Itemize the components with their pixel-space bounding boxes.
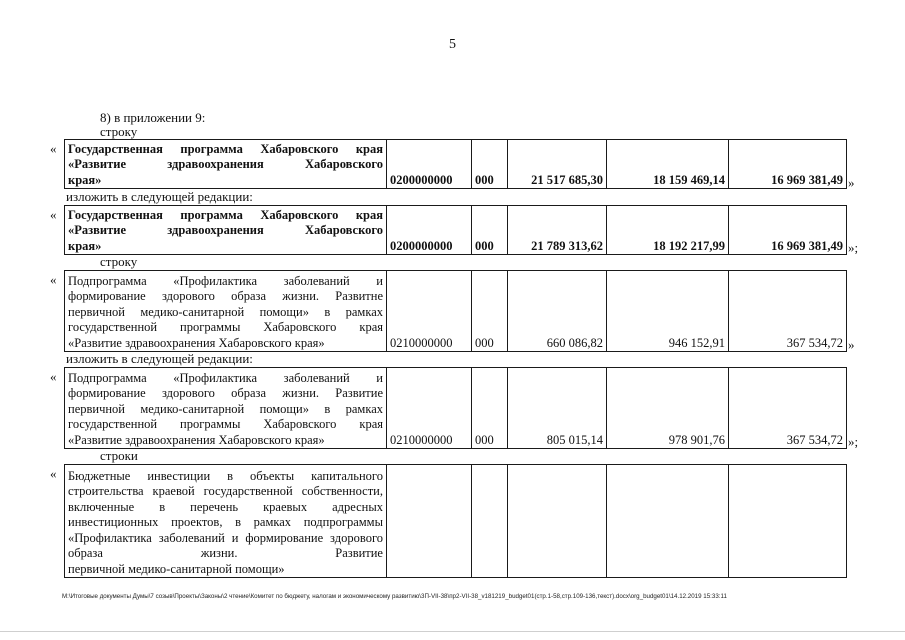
row-code: 0200000000 [387,140,472,189]
file-path-footer: M:\Итоговые документы Думы\7 созыв\Проекты\Законы\2 чтение\Комитет по бюджету, налогам и экономическому развитию\3П-VII-38\пр2-VII-38_v181219_budget01(стр.1-58,стр.109-136,текст).docx\org_budget01\14.12.2019 15:33:11 [62,593,727,600]
row-value-3 [729,465,847,578]
label-stroki: строки [100,448,138,463]
row-value-3: 16 969 381,49 [729,206,847,255]
row-value-3: 367 534,72 [729,271,847,352]
budget-row-1 [64,139,847,189]
row-value-1: 21 517 685,30 [508,140,607,189]
page-number: 5 [449,37,456,52]
row-vr: 000 [472,368,508,449]
row-name: Государственная программа Хабаровского края «Развитие здравоохранения Хабаровского края» [65,140,387,189]
row-value-1: 21 789 313,62 [508,206,607,255]
page-edge-line [0,631,905,632]
row-value-2 [607,465,729,578]
budget-row-3 [64,270,847,352]
row-value-2: 978 901,76 [607,368,729,449]
row-value-1: 805 015,14 [508,368,607,449]
close-quote-end: »; [848,434,859,449]
label-replace: изложить в следующей редакции: [66,351,253,366]
open-quote: « [50,207,57,222]
section-heading: 8) в приложении 9: [100,110,206,125]
label-replace: изложить в следующей редакции: [66,189,253,204]
budget-row-4 [64,367,847,449]
budget-row-5 [64,464,847,578]
row-value-2: 18 159 469,14 [607,140,729,189]
row-name: Государственная программа Хабаровского края «Развитие здравоохранения Хабаровского края» [65,206,387,255]
close-quote: » [848,337,855,352]
row-value-1 [508,465,607,578]
row-vr [472,465,508,578]
open-quote: « [50,141,57,156]
row-name: Подпрограмма «Профилактика заболеваний и формирование здорового образа жизни. Развитне первичной медико-санитарной помощи» в рамках государственной программы Хабаровского края «Развитие здравоохранения Хабаровского края» [65,271,387,352]
row-code: 0210000000 [387,368,472,449]
row-value-3: 367 534,72 [729,368,847,449]
label-stroku: строку [100,254,138,269]
row-value-2: 18 192 217,99 [607,206,729,255]
open-quote: « [50,369,57,384]
row-vr: 000 [472,271,508,352]
row-code: 0200000000 [387,206,472,255]
row-code [387,465,472,578]
open-quote: « [50,466,57,481]
row-vr: 000 [472,206,508,255]
close-quote: » [848,175,855,190]
budget-row-2 [64,205,847,255]
row-value-2: 946 152,91 [607,271,729,352]
row-name: Подпрограмма «Профилактика заболеваний и формирование здорового образа жизни. Развитие первичной медико-санитарной помощи» в рамках государственной программы Хабаровского края «Развитие здравоохранения Хабаровского края» [65,368,387,449]
row-name: Бюджетные инвестиции в объекты капитального строительства краевой государственной собственности, включенные в перечень краевых адресных инвестиционных проектов, в рамках подпрограммы «Профилактика заболеваний и формирование здорового образа жизни. Развитие первичной медико-санитарной помощи» [65,465,387,578]
row-code: 0210000000 [387,271,472,352]
row-value-1: 660 086,82 [508,271,607,352]
close-quote-end: »; [848,240,859,255]
label-stroku: строку [100,124,138,139]
open-quote: « [50,272,57,287]
row-vr: 000 [472,140,508,189]
row-value-3: 16 969 381,49 [729,140,847,189]
